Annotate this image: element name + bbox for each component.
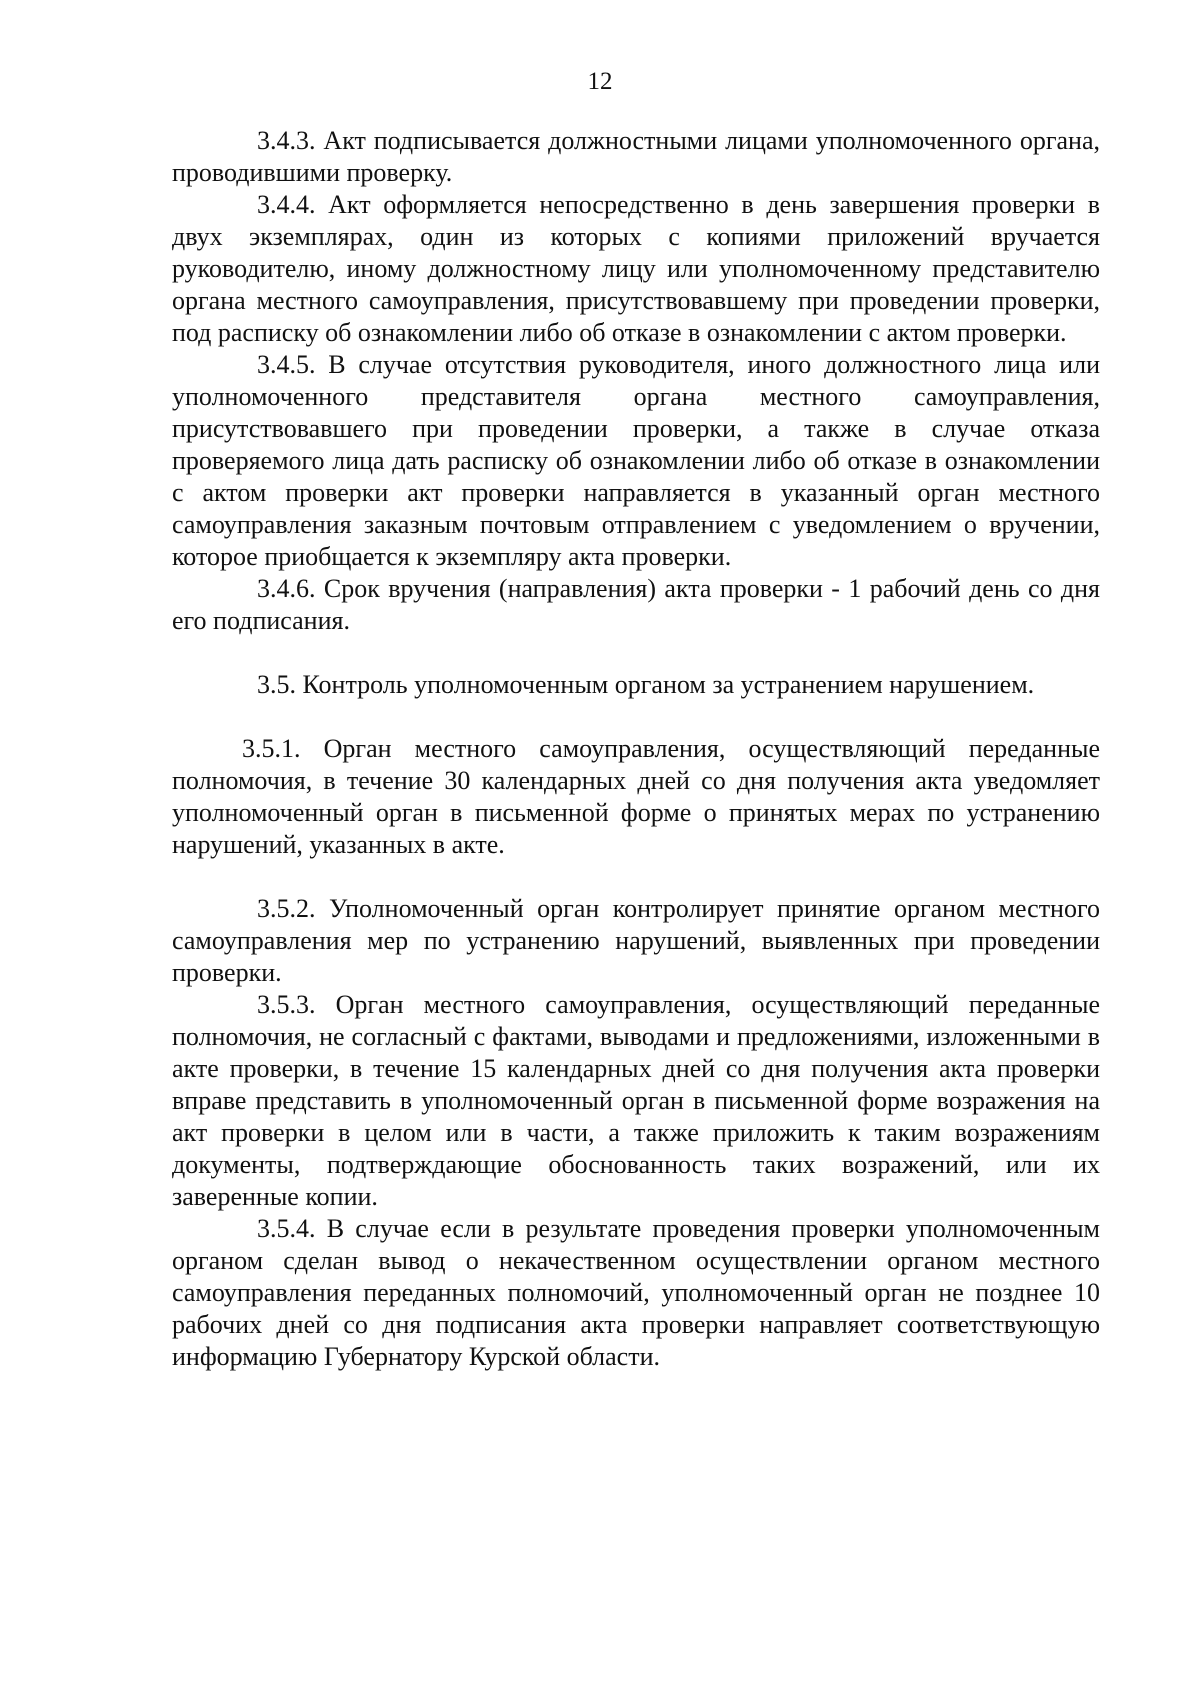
paragraph-3-5-2: 3.5.2. Уполномоченный орган контролирует принятие органом местного самоуправления мер по устранению нарушений, выявленных при проведении проверки. [172, 894, 1100, 987]
paragraph-3-4-6: 3.4.6. Срок вручения (направления) акта проверки - 1 рабочий день со дня его подписания. [172, 574, 1100, 635]
paragraph-3-4-5: 3.4.5. В случае отсутствия руководителя, иного должностного лица или уполномоченного представителя органа местного самоуправления, присутствовавшего при проведении проверки, а также в случае отказа проверяемого лица дать расписку об ознакомлении либо об отказе в ознакомлении с актом проверки акт проверки направляется в указанный орган местного самоуправления заказным почтовым отправлением с уведомлением о вручении, которое приобщается к экземпляру акта проверки. [172, 350, 1100, 571]
paragraph-3-4-3: 3.4.3. Акт подписывается должностными лицами уполномоченного органа, проводившими проверку. [172, 126, 1100, 187]
paragraph-3-5-1: 3.5.1. Орган местного самоуправления, осуществляющий переданные полномочия, в течение 30 календарных дней со дня получения акта уведомляет уполномоченный орган в письменной форме о принятых мерах по устранению нарушений, указанных в акте. [172, 734, 1100, 859]
page-number: 12 [587, 68, 613, 95]
paragraph-3-5-4: 3.5.4. В случае если в результате проведения проверки уполномоченным органом сделан вывод о некачественном осуществлении органом местного самоуправления переданных полномочий, уполномоченный орган не позднее 10 рабочих дней со дня подписания акта проверки направляет соответствующую информацию Губернатору Курской области. [172, 1214, 1100, 1371]
paragraph-3-5-3: 3.5.3. Орган местного самоуправления, осуществляющий переданные полномочия, не согласный с фактами, выводами и предложениями, изложенными в акте проверки, в течение 15 календарных дней со дня получения акта проверки вправе представить в уполномоченный орган в письменной форме возражения на акт проверки в целом или в части, а также приложить к таким возражениям документы, подтверждающие обоснованность таких возражений, или их заверенные копии. [172, 990, 1100, 1211]
document-body [172, 125, 1100, 1373]
paragraph-3-4-4: 3.4.4. Акт оформляется непосредственно в день завершения проверки в двух экземплярах, один из которых с копиями приложений вручается руководителю, иному должностному лицу или уполномоченному представителю органа местного самоуправления, присутствовавшему при проведении проверки, под расписку об ознакомлении либо об отказе в ознакомлении с актом проверки. [172, 190, 1100, 347]
section-heading-3-5: 3.5. Контроль уполномоченным органом за устранением нарушением. [257, 670, 1035, 699]
